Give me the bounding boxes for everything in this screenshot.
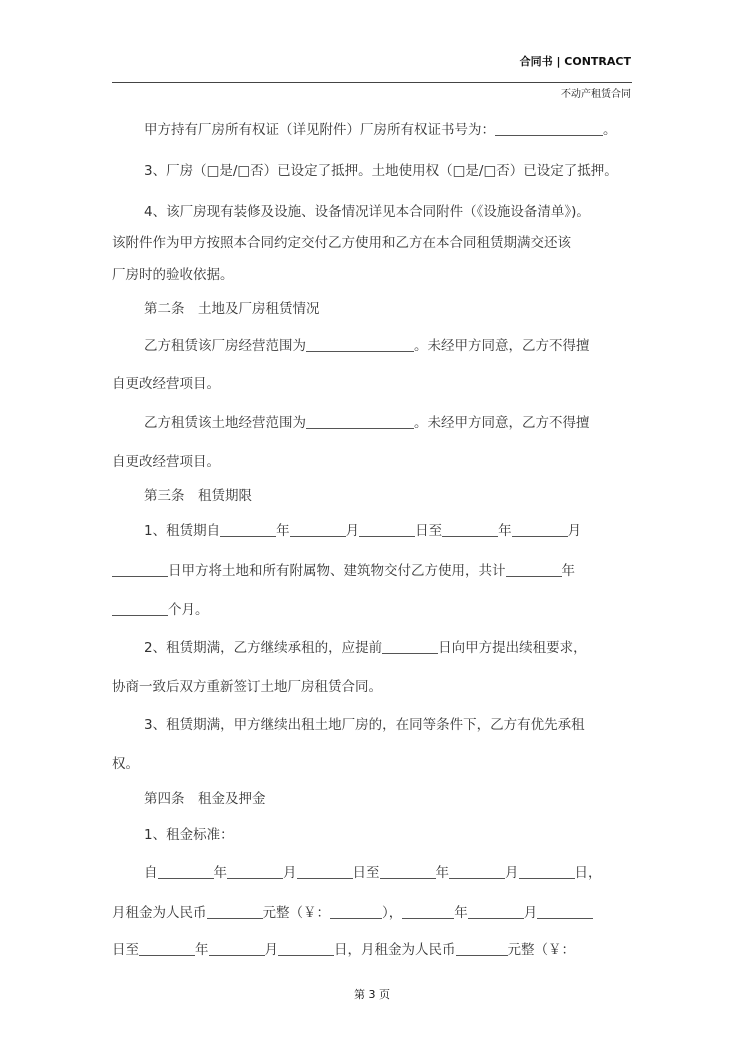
blank-field[interactable] bbox=[519, 864, 575, 879]
blank-field[interactable] bbox=[359, 522, 415, 537]
blank-field[interactable] bbox=[290, 522, 346, 537]
article-heading: 第四条 租金及押金 bbox=[144, 791, 266, 807]
blank-field[interactable] bbox=[227, 864, 283, 879]
blank-field[interactable] bbox=[209, 941, 265, 956]
paragraph-line: 日至 年 月 日，月租金为人民币 元整（￥： bbox=[112, 942, 575, 958]
blank-field[interactable] bbox=[306, 414, 414, 429]
paragraph-line: 1、租金标准： bbox=[144, 827, 234, 843]
blank-field[interactable] bbox=[158, 864, 214, 879]
paragraph-line: 权。 bbox=[112, 756, 139, 772]
blank-field[interactable] bbox=[139, 941, 195, 956]
blank-field[interactable] bbox=[220, 522, 276, 537]
blank-field[interactable] bbox=[402, 904, 454, 919]
paragraph-line: 厂房时的验收依据。 bbox=[112, 267, 234, 283]
paragraph-line: 甲方持有厂房所有权证（详见附件）厂房所有权证书号为： 。 bbox=[144, 122, 617, 138]
paragraph-line: 自 年 月 日至 年 月 日， bbox=[144, 865, 602, 881]
paragraph-line: 2、租赁期满，乙方继续承租的，应提前 日向甲方提出续租要求， bbox=[144, 640, 587, 656]
paragraph-line: 4、该厂房现有装修及设施、设备情况详见本合同附件（《设施设备清单》)。 bbox=[144, 204, 590, 220]
blank-field[interactable] bbox=[468, 904, 524, 919]
header-subtitle: 不动产租赁合同 bbox=[561, 89, 631, 100]
paragraph-line: 该附件作为甲方按照本合同约定交付乙方使用和乙方在本合同租赁期满交还该 bbox=[112, 235, 571, 251]
paragraph-line: 乙方租赁该土地经营范围为 。未经甲方同意，乙方不得擅 bbox=[144, 415, 590, 431]
paragraph-line: 自更改经营项目。 bbox=[112, 376, 220, 392]
paragraph-line: 3、厂房（□是/□否）已设定了抵押。土地使用权（□是/□否）已设定了抵押。 bbox=[144, 163, 618, 179]
blank-field[interactable] bbox=[382, 639, 438, 654]
article-heading: 第三条 租赁期限 bbox=[144, 488, 252, 504]
blank-field[interactable] bbox=[512, 522, 568, 537]
blank-field[interactable] bbox=[380, 864, 436, 879]
blank-field[interactable] bbox=[330, 904, 382, 919]
paragraph-line: 月租金为人民币 元整（￥： ）， 年 月 bbox=[112, 904, 632, 922]
blank-field[interactable] bbox=[456, 941, 508, 956]
blank-field[interactable] bbox=[537, 904, 593, 919]
paragraph-line: 1、租赁期自 年 月 日至 年 月 bbox=[144, 523, 582, 539]
blank-field[interactable] bbox=[207, 904, 263, 919]
blank-field[interactable] bbox=[297, 864, 353, 879]
blank-field[interactable] bbox=[112, 601, 168, 616]
paragraph-line: 自更改经营项目。 bbox=[112, 454, 220, 470]
blank-field[interactable] bbox=[112, 562, 168, 577]
paragraph-line: 日甲方将土地和所有附属物、建筑物交付乙方使用，共计 年 bbox=[112, 562, 632, 580]
page-number: 第 3 页 bbox=[354, 988, 390, 1001]
article-heading: 第二条 土地及厂房租赁情况 bbox=[144, 301, 320, 317]
header-brand: 合同书 | CONTRACT bbox=[519, 55, 631, 68]
paragraph-line: 协商一致后双方重新签订土地厂房租赁合同。 bbox=[112, 679, 382, 695]
blank-field[interactable] bbox=[506, 562, 562, 577]
blank-field[interactable] bbox=[495, 121, 603, 136]
blank-field[interactable] bbox=[449, 864, 505, 879]
paragraph-line: 3、租赁期满，甲方继续出租土地厂房的，在同等条件下，乙方有优先承租 bbox=[144, 717, 585, 733]
paragraph-line: 乙方租赁该厂房经营范围为 。未经甲方同意，乙方不得擅 bbox=[144, 338, 590, 354]
blank-field[interactable] bbox=[306, 337, 414, 352]
blank-field[interactable] bbox=[278, 941, 334, 956]
blank-field[interactable] bbox=[442, 522, 498, 537]
header-divider bbox=[112, 82, 632, 83]
paragraph-line: 个月。 bbox=[112, 601, 632, 619]
